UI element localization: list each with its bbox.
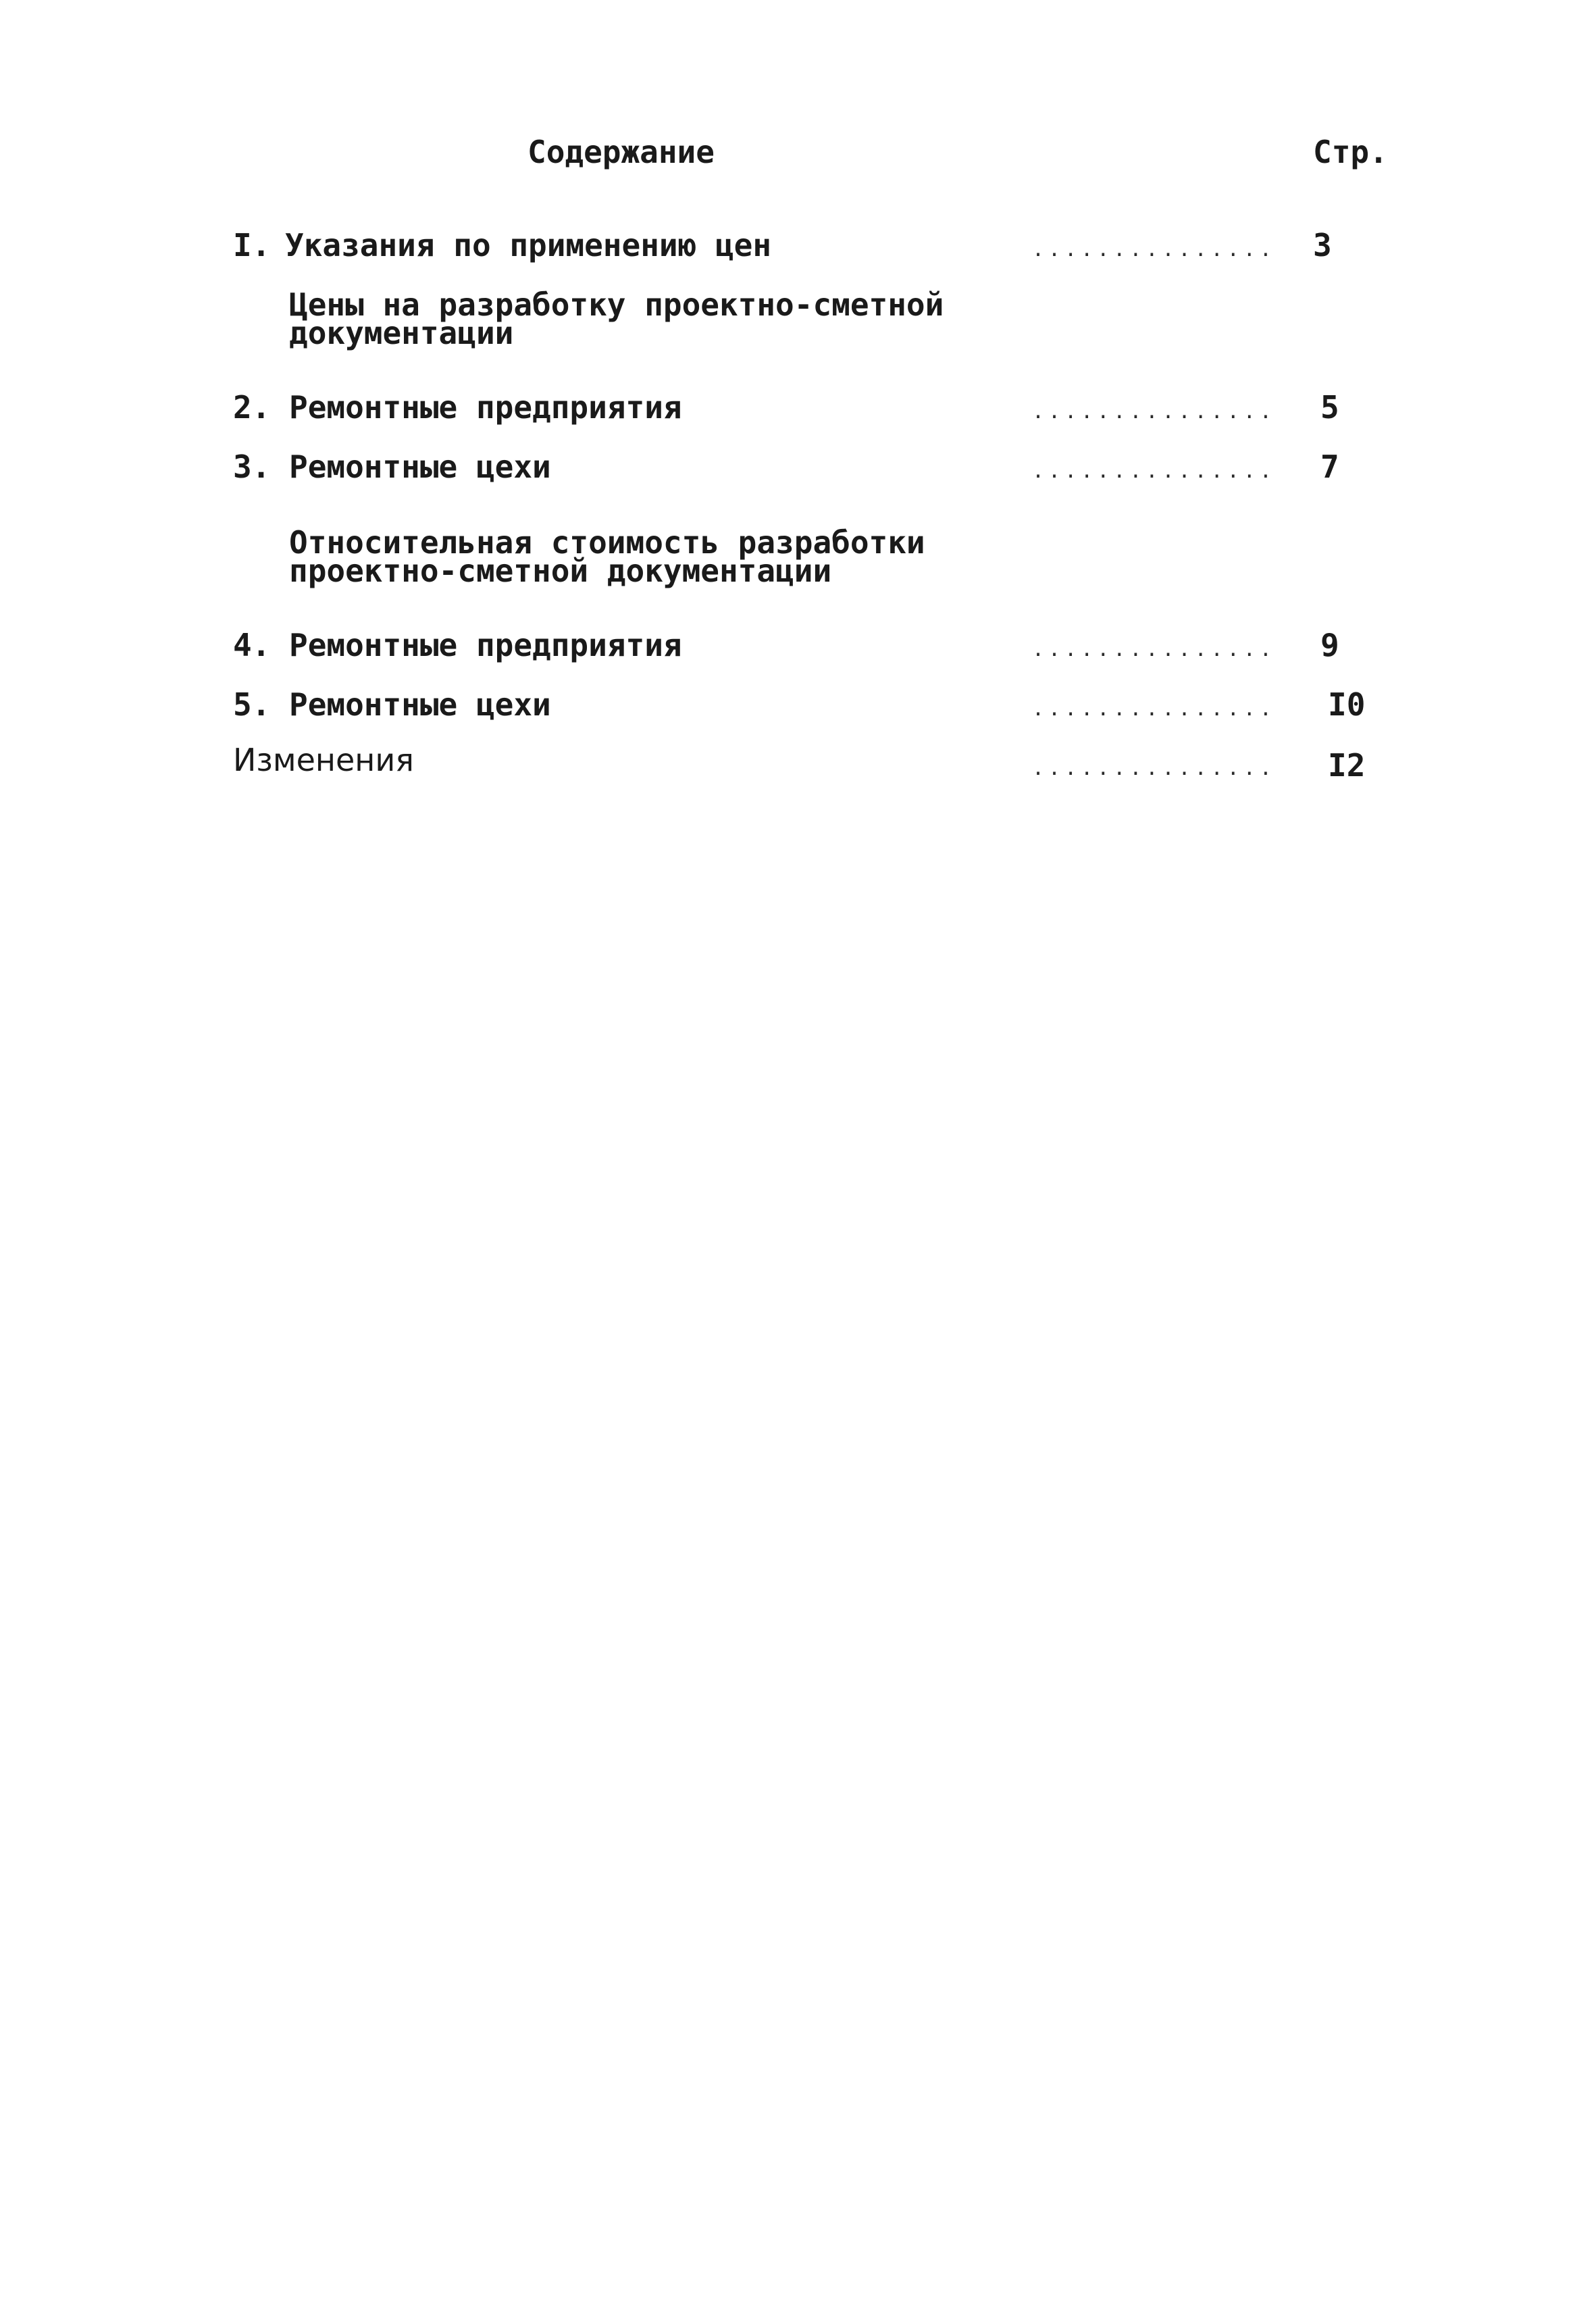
toc-entry-number: 4. bbox=[233, 627, 271, 663]
toc-dot-leader: ............... bbox=[1032, 757, 1276, 780]
toc-entry-page: 5 bbox=[1320, 389, 1339, 426]
toc-group-heading-line: документации bbox=[289, 315, 514, 351]
toc-entry-label: Указания по применению цен bbox=[285, 227, 772, 263]
toc-entry-label: Ремонтные предприятия bbox=[289, 389, 682, 426]
toc-entry-page: 3 bbox=[1313, 227, 1332, 263]
toc-title: Содержание bbox=[527, 134, 715, 170]
toc-group-heading-line: проектно-сметной документации bbox=[289, 553, 832, 589]
toc-entry-page: I0 bbox=[1328, 686, 1366, 723]
toc-entry-number: 5. bbox=[233, 686, 271, 723]
toc-entry-page: 7 bbox=[1320, 449, 1339, 485]
toc-entry-number: 2. bbox=[233, 389, 271, 426]
toc-entry-number: I. bbox=[233, 227, 271, 263]
toc-entry-page: I2 bbox=[1328, 747, 1366, 784]
toc-group-heading-line: Относительная стоимость разработки bbox=[289, 524, 925, 561]
toc-page-column-header: Стр. bbox=[1313, 134, 1388, 170]
toc-dot-leader: ............... bbox=[1032, 459, 1276, 483]
toc-entry-number: 3. bbox=[233, 449, 271, 485]
toc-entry-page: 9 bbox=[1320, 627, 1339, 663]
toc-entry-label: Изменения bbox=[233, 742, 414, 778]
toc-group-heading bbox=[289, 524, 925, 589]
toc-group-heading bbox=[289, 286, 944, 351]
toc-group-heading-line: Цены на разработку проектно-сметной bbox=[289, 286, 944, 323]
toc-dot-leader: ............... bbox=[1032, 400, 1276, 424]
toc-dot-leader: ............... bbox=[1032, 638, 1276, 661]
toc-dot-leader: ............... bbox=[1032, 697, 1276, 721]
toc-entry-label: Ремонтные предприятия bbox=[289, 627, 682, 663]
toc-dot-leader: ............... bbox=[1032, 238, 1276, 261]
toc-entry-label: Ремонтные цехи bbox=[289, 686, 551, 723]
toc-entry-label: Ремонтные цехи bbox=[289, 449, 551, 485]
